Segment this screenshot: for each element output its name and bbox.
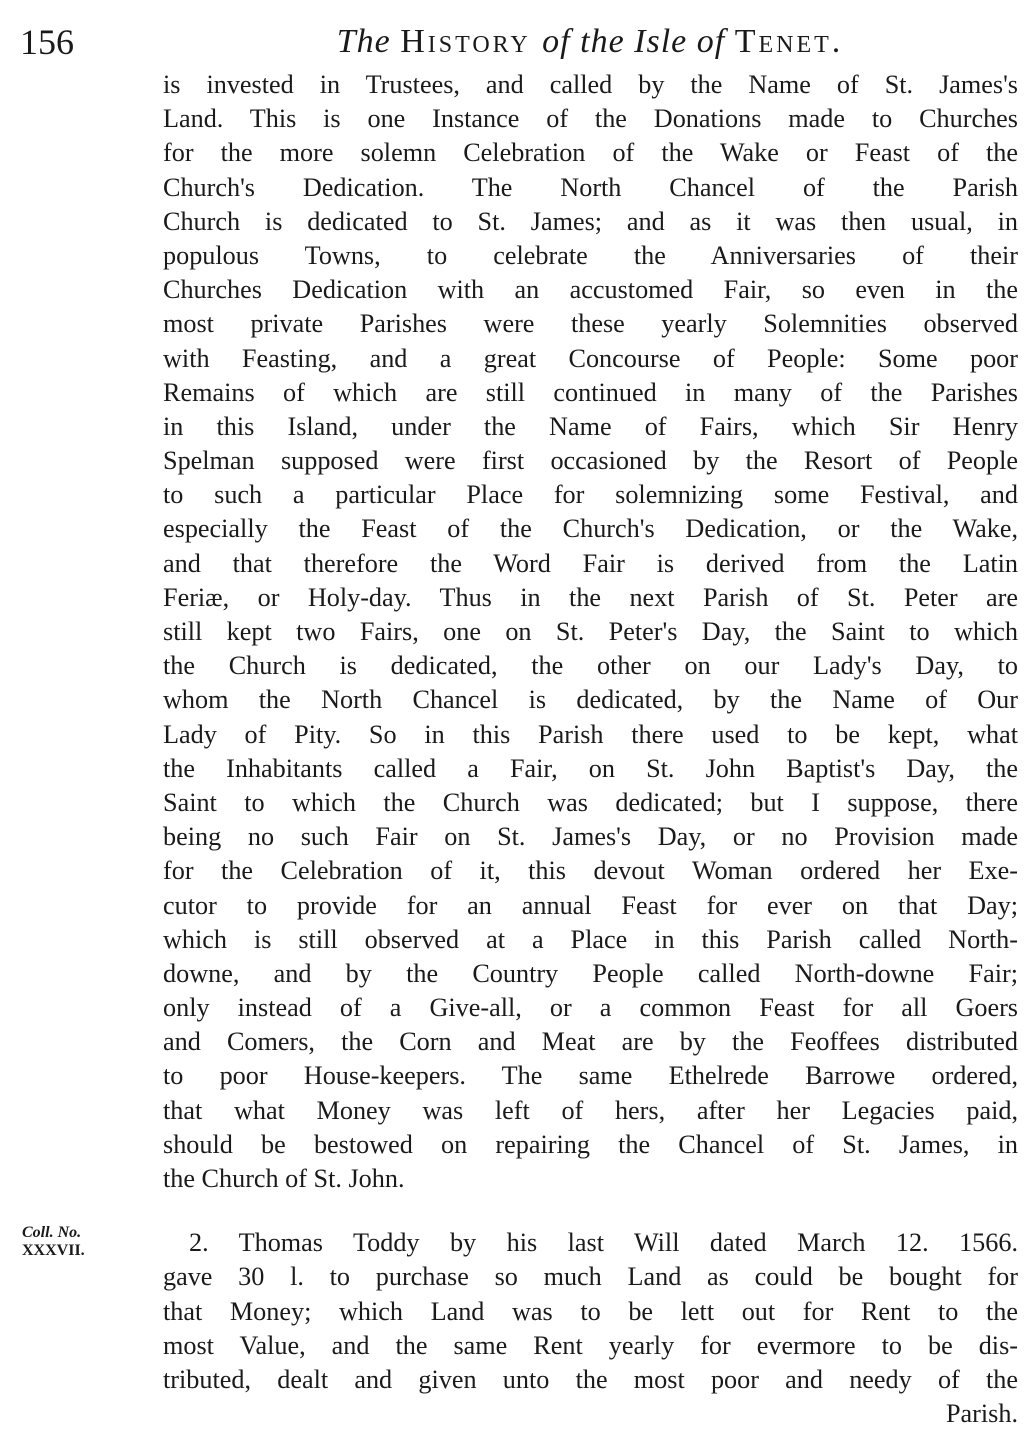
text-line: that Money; which Land was to be lett out for Rent to the [163, 1296, 1018, 1326]
text-line: the Inhabitants called a Fair, on St. John Baptist's Day, the [163, 753, 1018, 783]
margin-note-line: Coll. No. [22, 1224, 82, 1241]
text-line: that what Money was left of hers, after her Legacies paid, [163, 1095, 1018, 1125]
text-line: to such a particular Place for solemnizing some Festival, and [163, 480, 1018, 510]
text-line: with Feasting, and a great Concourse of People: Some poor [163, 343, 1018, 373]
body-text [163, 68, 1018, 1431]
text-line: Feriæ, or Holy-day. Thus in the next Parish of St. Peter are [163, 582, 1018, 612]
text-line: the Church of St. John. [163, 1164, 405, 1193]
text-line: populous Towns, to celebrate the Anniversaries of their [163, 240, 1018, 270]
running-title [160, 18, 1020, 66]
paragraph-2 [163, 1226, 1018, 1431]
text-line: which is still observed at a Place in this Parish called North- [163, 924, 1018, 954]
text-line: Churches Dedication with an accustomed Fair, so even in the [163, 275, 1018, 305]
running-title-part: The [336, 23, 401, 60]
text-line: Spelman supposed were first occasioned by the Resort of People [163, 446, 1018, 476]
running-head [0, 18, 1031, 68]
text-line: only instead of a Give-all, or a common Feast for all Goers [163, 993, 1018, 1023]
text-line: is invested in Trustees, and called by the Name of St. James's [163, 70, 1018, 99]
text-line: for the more solemn Celebration of the Wake or Feast of the [163, 138, 1018, 168]
text-line: whom the North Chancel is dedicated, by the Name of Our [163, 685, 1018, 715]
running-title-part: of the Isle of [542, 23, 735, 60]
paragraph-1 [163, 68, 1018, 1196]
running-title-part: History [400, 23, 543, 60]
text-line: being no such Fair on St. James's Day, or no Provision made [163, 822, 1018, 852]
text-line: still kept two Fairs, one on St. Peter's Day, the Saint to which [163, 617, 1018, 646]
text-line: and that therefore the Word Fair is derived from the Latin [163, 548, 1018, 578]
margin-note-line: XXXVII. [22, 1242, 85, 1259]
text-line: and Comers, the Corn and Meat are by the Feoffees distributed [163, 1027, 1018, 1057]
text-line: should be bestowed on repairing the Chancel of St. James, in [163, 1129, 1018, 1159]
text-line: Lady of Pity. So in this Parish there used to be kept, what [163, 719, 1018, 749]
text-line: Church's Dedication. The North Chancel of the Parish [163, 172, 1018, 202]
text-line: the Church is dedicated, the other on our Lady's Day, to [163, 651, 1018, 681]
text-line: gave 30 l. to purchase so much Land as could be bought for [163, 1262, 1018, 1292]
text-line: tributed, dealt and given unto the most poor and needy of the [163, 1364, 1018, 1394]
text-line: to poor House-keepers. The same Ethelrede Barrowe ordered, [163, 1061, 1018, 1091]
text-line: 2. Thomas Toddy by his last Will dated March 12. 1566. [189, 1228, 1018, 1258]
text-line: cutor to provide for an annual Feast for ever on that Day; [163, 890, 1018, 920]
text-line: Saint to which the Church was dedicated; but I suppose, there [163, 787, 1018, 817]
text-line: Land. This is one Instance of the Donations made to Churches [163, 104, 1018, 134]
margin-note [22, 1224, 132, 1260]
text-line: most private Parishes were these yearly Solemnities observed [163, 309, 1018, 339]
paragraph-gap [163, 1196, 1018, 1226]
text-line: most Value, and the same Rent yearly for evermore to be dis- [163, 1330, 1018, 1360]
text-line: Church is dedicated to St. James; and as it was then usual, in [163, 206, 1018, 236]
running-title-part: Tenet. [734, 23, 844, 60]
page-number: 156 [20, 22, 74, 62]
text-line: Parish. [945, 1399, 1018, 1429]
text-line: for the Celebration of it, this devout Woman ordered her Exe- [163, 856, 1018, 886]
text-line: in this Island, under the Name of Fairs, which Sir Henry [163, 411, 1018, 441]
text-line: especially the Feast of the Church's Dedication, or the Wake, [163, 514, 1018, 544]
text-line: Remains of which are still continued in many of the Parishes [163, 377, 1018, 407]
text-line: downe, and by the Country People called North-downe Fair; [163, 958, 1018, 988]
